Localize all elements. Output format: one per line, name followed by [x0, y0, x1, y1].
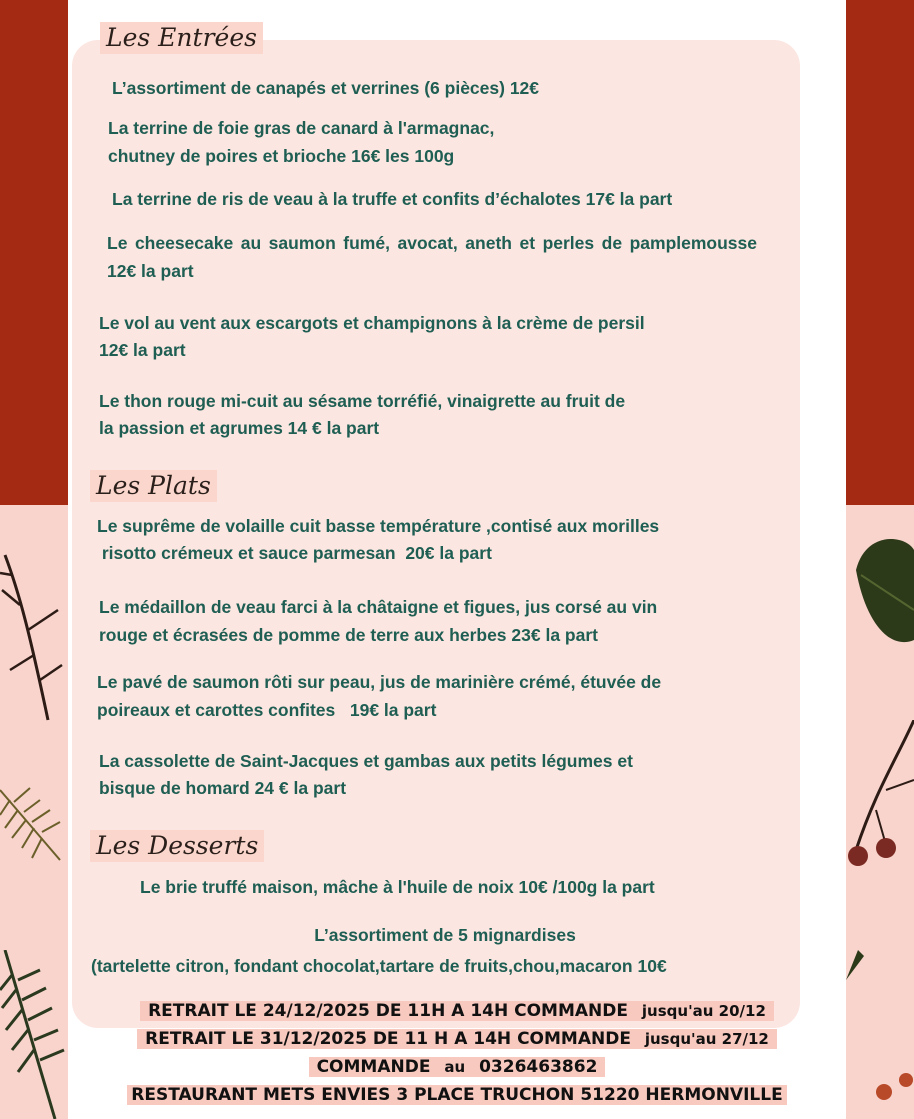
menu-item: la passion et agrumes 14 € la part	[99, 418, 380, 438]
menu-item: Le vol au vent aux escargots et champignons à la crème de persil	[99, 313, 645, 333]
pine-sprig-illustration	[0, 770, 68, 880]
menu-item: Le cheesecake au saumon fumé, avocat, aneth et perles de pamplemousse 12€ la part	[107, 233, 757, 281]
order-label: COMMANDE	[313, 1057, 441, 1077]
restaurant-address	[0, 1082, 914, 1109]
menu-item: chutney de poires et brioche 16€ les 100g	[108, 146, 455, 166]
menu-item: L’assortiment de 5 mignardises	[314, 925, 576, 945]
section-heading-plats: Les Plats	[90, 470, 217, 502]
phone-number: 0326463862	[469, 1057, 601, 1077]
menu-item: La cassolette de Saint-Jacques et gambas aux petits légumes et	[99, 751, 633, 771]
menu-item: (tartelette citron, fondant chocolat,tartare de fruits,chou,macaron 10€	[91, 956, 667, 976]
menu-item: risotto crémeux et sauce parmesan 20€ la part	[97, 543, 492, 563]
pickup-info-1	[0, 998, 914, 1025]
menu-item: La terrine de ris de veau à la truffe et confits d’échalotes 17€ la part	[112, 189, 673, 209]
address-text: RESTAURANT METS ENVIES 3 PLACE TRUCHON 51220 HERMONVILLE	[127, 1085, 786, 1105]
menu-item: rouge et écrasées de pomme de terre aux herbes 23€ la part	[99, 625, 598, 645]
menu-item: Le thon rouge mi-cuit au sésame torréfié, vinaigrette au fruit de	[99, 391, 626, 411]
pickup-date-2: RETRAIT LE 31/12/2025 DE 11 H A 14H COMMANDE	[141, 1029, 641, 1049]
menu-item: 12€ la part	[99, 340, 186, 360]
menu-item: Le pavé de saumon rôti sur peau, jus de marinière crémé, étuvée de	[97, 672, 662, 692]
menu-item: bisque de homard 24 € la part	[99, 778, 347, 798]
order-phone	[0, 1054, 914, 1081]
order-deadline-2: jusqu'au 27/12	[641, 1030, 773, 1048]
menu-item: poireaux et carottes confites 19€ la part	[97, 700, 437, 720]
section-heading-entrees: Les Entrées	[100, 22, 263, 54]
menu-item: Le médaillon de veau farci à la châtaigne et figues, jus corsé au vin	[99, 597, 658, 617]
order-deadline-1: jusqu'au 20/12	[638, 1002, 770, 1020]
leaf-illustration	[846, 950, 866, 980]
pickup-date-1: RETRAIT LE 24/12/2025 DE 11H A 14H COMMANDE	[144, 1001, 638, 1021]
pickup-info-2	[0, 1026, 914, 1053]
menu-item: Le brie truffé maison, mâche à l'huile de noix 10€ /100g la part	[140, 877, 655, 897]
section-heading-desserts: Les Desserts	[90, 830, 264, 862]
order-au: au	[440, 1058, 469, 1076]
berry-branch-illustration	[846, 720, 914, 880]
leaf-illustration	[846, 530, 914, 660]
menu-item: La terrine de foie gras de canard à l'armagnac,	[108, 118, 495, 138]
menu-item: L’assortiment de canapés et verrines (6 pièces) 12€	[112, 78, 540, 98]
branch-illustration	[0, 545, 68, 735]
menu-item: Le suprême de volaille cuit basse température ,contisé aux morilles	[97, 516, 660, 536]
